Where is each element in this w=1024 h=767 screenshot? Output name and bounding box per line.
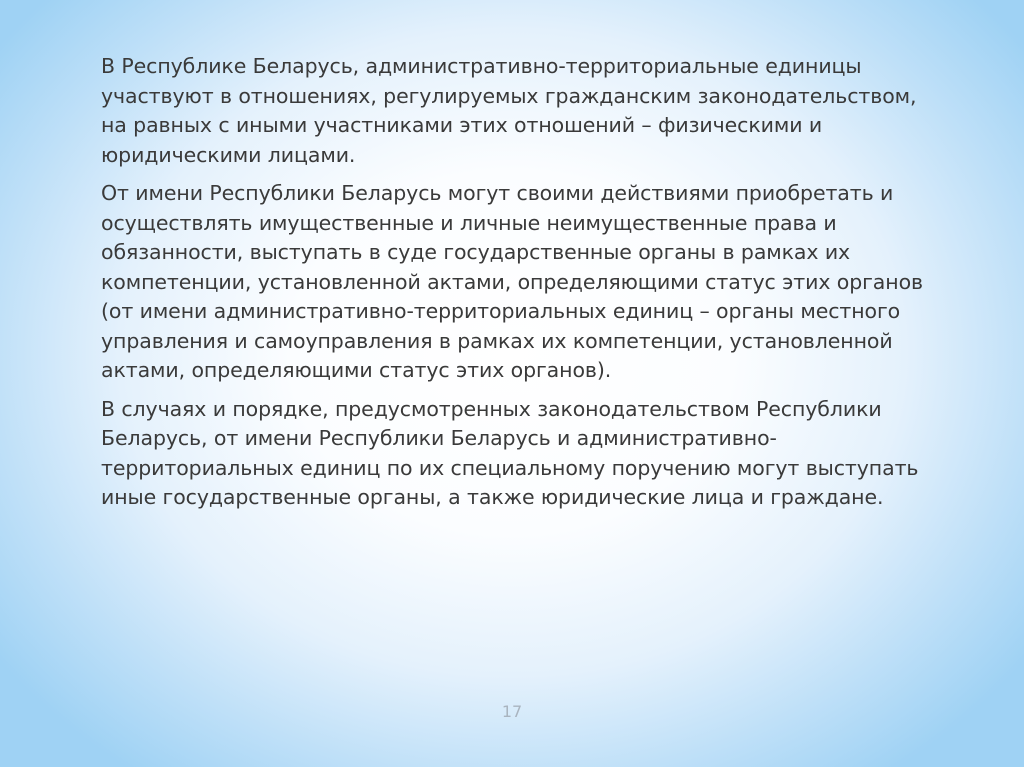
paragraph-2: От имени Республики Беларусь могут своими действиями приобретать и осуществлять имущественные и личные неимущественные права и обязанности, выступать в суде государственные органы в рамках их компетенции, установленной актами, определяющими статус этих органов (от имени административно-территориальных единиц – органы местного управления и самоуправления в рамках их компетенции, установленной актами, определяющими статус этих органов).	[101, 181, 923, 382]
paragraph-1: В Республике Беларусь, административно-территориальные единицы участвуют в отношениях, регулируемых гражданским законодательством, на равных с иными участниками этих отношений – физическими и юридическими лицами.	[101, 54, 917, 167]
paragraph-3: В случаях и порядке, предусмотренных законодательством Республики Беларусь, от имени Республики Беларусь и административно-территориальных единиц по их специальному поручению могут выступать иные государственные органы, а также юридические лица и граждане.	[101, 396, 919, 509]
slide-body	[101, 52, 941, 522]
page-number: 17	[501, 702, 523, 721]
